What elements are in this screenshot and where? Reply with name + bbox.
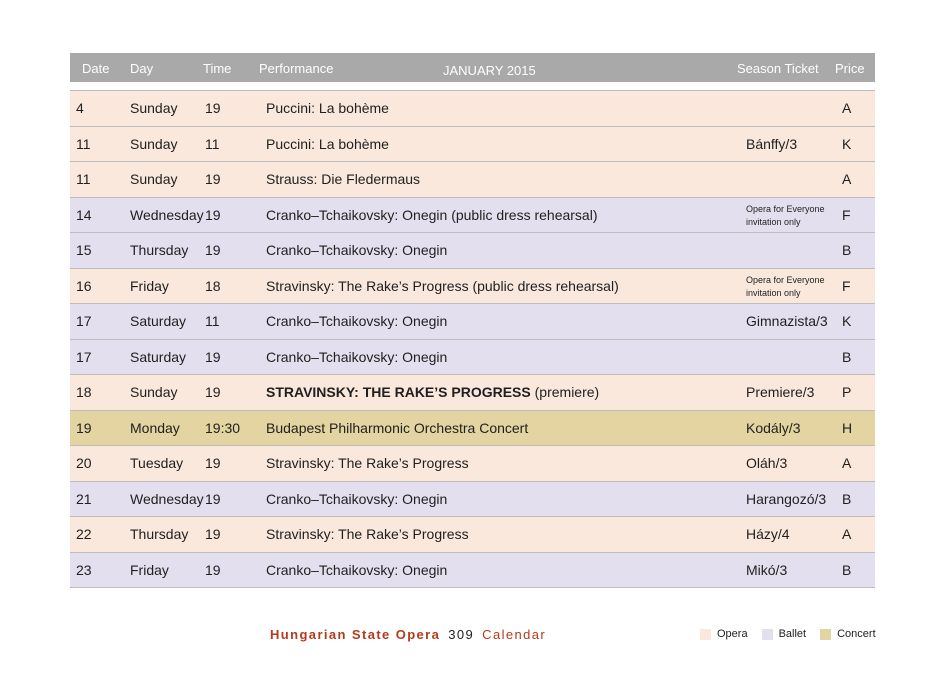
row-price: B <box>842 490 852 507</box>
page-number: 309 <box>448 627 475 642</box>
page-footer <box>270 627 546 642</box>
row-date: 14 <box>76 206 92 223</box>
row-price: A <box>842 526 852 542</box>
row-day: Friday <box>130 561 169 578</box>
legend-label-ballet: Ballet <box>778 628 807 640</box>
row-time: 19 <box>205 100 221 116</box>
row-performance: Cranko–Tchaikovsky: Onegin <box>266 348 448 365</box>
row-price: F <box>842 277 851 294</box>
publisher-name: Hungarian State Opera <box>270 627 441 642</box>
row-performance: Cranko–Tchaikovsky: Onegin <box>266 561 448 578</box>
legend-swatch-opera <box>700 629 711 640</box>
table-row <box>70 127 875 163</box>
legend-label-opera: Opera <box>717 628 748 640</box>
row-season-ticket: Kodály/3 <box>746 419 801 436</box>
table-row <box>70 198 875 234</box>
row-price: A <box>842 171 852 187</box>
row-day: Tuesday <box>130 455 184 471</box>
row-season-ticket: Opera for Everyone invitation only <box>746 274 825 298</box>
table-row <box>70 304 875 340</box>
row-performance: Strauss: Die Fledermaus <box>266 171 421 187</box>
row-season-ticket: Oláh/3 <box>746 455 788 471</box>
table-row <box>70 553 875 589</box>
row-date: 18 <box>76 384 92 400</box>
row-season-ticket: Harangozó/3 <box>746 490 827 507</box>
row-time: 19 <box>205 561 221 578</box>
row-date: 15 <box>76 242 92 258</box>
row-season-ticket: Opera for Everyone invitation only <box>746 203 825 227</box>
row-date: 17 <box>76 348 92 365</box>
row-time: 19 <box>205 242 221 258</box>
row-date: 21 <box>76 490 92 507</box>
row-time: 19 <box>205 526 221 542</box>
row-performance: Puccini: La bohème <box>266 100 389 116</box>
row-season-ticket: Bánffy/3 <box>746 135 798 152</box>
row-day: Wednesday <box>130 206 204 223</box>
table-row <box>70 482 875 518</box>
row-day: Saturday <box>130 348 187 365</box>
header-date: Date <box>82 61 110 76</box>
table-row <box>70 446 875 482</box>
row-performance-suffix: (premiere) <box>530 384 600 400</box>
row-day: Friday <box>130 277 169 294</box>
row-time: 19 <box>205 348 221 365</box>
row-performance: Stravinsky: The Rake’s Progress (public dress rehearsal) <box>266 277 619 294</box>
row-season-ticket: Mikó/3 <box>746 561 788 578</box>
row-day: Sunday <box>130 171 178 187</box>
legend-label-concert: Concert <box>837 628 876 640</box>
row-performance: Cranko–Tchaikovsky: Onegin (public dress rehearsal) <box>266 206 598 223</box>
row-performance: Budapest Philharmonic Orchestra Concert <box>266 419 529 436</box>
row-time: 19 <box>205 171 221 187</box>
table-header <box>70 53 875 82</box>
legend-item-ballet <box>762 628 807 640</box>
row-date: 16 <box>76 277 92 294</box>
calendar-table <box>70 53 875 588</box>
row-day: Monday <box>130 419 180 436</box>
table-row <box>70 91 875 127</box>
row-price: P <box>842 384 852 400</box>
row-time: 19 <box>205 206 221 223</box>
row-time: 19 <box>205 455 221 471</box>
row-performance: Cranko–Tchaikovsky: Onegin <box>266 490 448 507</box>
row-performance: Cranko–Tchaikovsky: Onegin <box>266 313 448 329</box>
table-row <box>70 233 875 269</box>
row-price: A <box>842 455 852 471</box>
header-price: Price <box>835 61 865 76</box>
month-title: JANUARY 2015 <box>443 63 536 78</box>
row-price: F <box>842 206 851 223</box>
table-body <box>70 91 875 588</box>
row-performance: Stravinsky: The Rake’s Progress <box>266 526 469 542</box>
row-day: Wednesday <box>130 490 204 507</box>
row-time: 19 <box>205 384 221 400</box>
row-price: A <box>842 100 852 116</box>
row-price: B <box>842 242 852 258</box>
row-price: K <box>842 313 852 329</box>
table-row <box>70 269 875 305</box>
table-row <box>70 340 875 376</box>
row-day: Thursday <box>130 242 189 258</box>
row-time: 11 <box>205 313 220 329</box>
header-performance: Performance <box>259 61 334 76</box>
row-time: 18 <box>205 277 221 294</box>
row-date: 23 <box>76 561 92 578</box>
table-row <box>70 411 875 447</box>
row-price: B <box>842 348 852 365</box>
header-day: Day <box>130 61 154 76</box>
table-row <box>70 162 875 198</box>
legend-swatch-ballet <box>762 629 773 640</box>
row-performance <box>266 384 599 400</box>
row-performance-title: STRAVINSKY: THE RAKE’S PROGRESS <box>266 384 531 400</box>
row-price: B <box>842 561 852 578</box>
row-time: 19 <box>205 490 221 507</box>
legend-swatch-concert <box>820 629 831 640</box>
header-season-ticket: Season Ticket <box>737 61 819 76</box>
row-day: Sunday <box>130 384 178 400</box>
row-date: 11 <box>76 171 91 187</box>
table-row <box>70 375 875 411</box>
row-day: Sunday <box>130 135 178 152</box>
row-day: Sunday <box>130 100 178 116</box>
row-date: 19 <box>76 419 92 436</box>
row-season-ticket: Gimnazista/3 <box>746 313 828 329</box>
row-day: Thursday <box>130 526 189 542</box>
legend <box>700 628 890 640</box>
row-date: 11 <box>76 135 91 152</box>
table-row <box>70 517 875 553</box>
row-date: 20 <box>76 455 92 471</box>
legend-item-concert <box>820 628 876 640</box>
row-season-ticket: Premiere/3 <box>746 384 815 400</box>
row-season-ticket: Házy/4 <box>746 526 790 542</box>
row-price: H <box>842 419 853 436</box>
row-price: K <box>842 135 852 152</box>
row-time: 19:30 <box>205 419 241 436</box>
row-time: 11 <box>205 135 220 152</box>
row-date: 4 <box>76 100 84 116</box>
legend-item-opera <box>700 628 748 640</box>
header-divider <box>70 82 875 91</box>
row-date: 17 <box>76 313 92 329</box>
row-performance: Cranko–Tchaikovsky: Onegin <box>266 242 448 258</box>
row-day: Saturday <box>130 313 187 329</box>
row-date: 22 <box>76 526 92 542</box>
header-time: Time <box>203 61 232 76</box>
section-name: Calendar <box>482 627 547 642</box>
row-performance: Puccini: La bohème <box>266 135 389 152</box>
row-performance: Stravinsky: The Rake’s Progress <box>266 455 469 471</box>
